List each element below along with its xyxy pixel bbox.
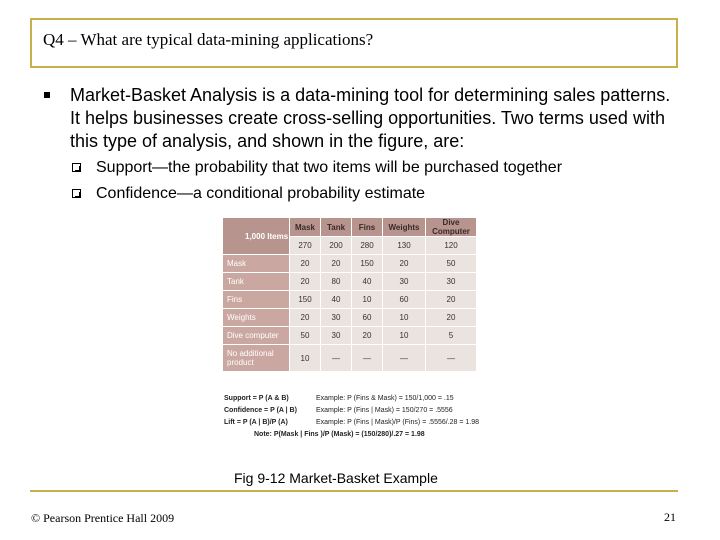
table-cell: 20: [321, 255, 352, 273]
copyright-footer: © Pearson Prentice Hall 2009: [31, 511, 175, 525]
table-row: [223, 309, 477, 327]
formula-row: [224, 405, 484, 417]
slide-title: Q4 – What are typical data-mining applications?: [43, 30, 374, 49]
table-row: [223, 327, 477, 345]
table-cell: 20: [290, 273, 321, 291]
table-cell: —: [321, 345, 352, 372]
row-label: Dive computer: [223, 327, 290, 345]
column-header: Dive Computer: [426, 218, 477, 237]
table-cell: 150: [352, 255, 383, 273]
row-label: Weights: [223, 309, 290, 327]
table-cell: —: [426, 345, 477, 372]
column-header: Weights: [383, 218, 426, 237]
column-total: 200: [321, 237, 352, 255]
market-basket-table: [222, 217, 477, 372]
table-cell: 40: [352, 273, 383, 291]
table-cell: 150: [290, 291, 321, 309]
table-row: [223, 345, 477, 372]
table-cell: 30: [426, 273, 477, 291]
row-label: Fins: [223, 291, 290, 309]
formula-row: [224, 393, 484, 405]
table-cell: —: [383, 345, 426, 372]
title-left-rule: [30, 18, 32, 68]
table-cell: 20: [290, 309, 321, 327]
square-bullet-icon: [44, 92, 50, 98]
row-label: Tank: [223, 273, 290, 291]
table-cell: 40: [321, 291, 352, 309]
title-top-rule: [30, 18, 678, 20]
corner-label: 1,000 Items: [223, 218, 290, 255]
table-cell: —: [352, 345, 383, 372]
sub-bullet-support: Support—the probability that two items will be purchased together: [96, 159, 563, 176]
title-right-rule: [676, 18, 678, 68]
sub-bullet-confidence: Confidence—a conditional probability estimate: [96, 185, 426, 202]
table-cell: 20: [383, 255, 426, 273]
table-cell: 50: [426, 255, 477, 273]
column-total: 130: [383, 237, 426, 255]
row-label: No additional product: [223, 345, 290, 372]
checkbox-bullet-icon: [72, 189, 81, 198]
figure-caption: Fig 9-12 Market-Basket Example: [234, 470, 438, 486]
table-cell: 20: [290, 255, 321, 273]
formula-example: Example: P (Fins | Mask) = 150/270 = .5556: [316, 407, 453, 414]
column-header: Mask: [290, 218, 321, 237]
column-total: 280: [352, 237, 383, 255]
table-cell: 20: [426, 309, 477, 327]
main-bullet-text: Market-Basket Analysis is a data-mining tool for determining sales patterns. It helps businesses create cross-selling opportunities. Two terms used with this type of analysis, and shown in the figure, are:: [70, 85, 671, 151]
table-row: [223, 255, 477, 273]
table-cell: 30: [321, 327, 352, 345]
formula-term: Confidence = P (A | B): [224, 407, 297, 414]
formula-note: Note: P(Mask | Fins )/P (Mask) = (150/280)/.27 = 1.98: [254, 431, 425, 438]
checkbox-bullet-icon: [72, 163, 81, 172]
formula-row: [224, 429, 484, 441]
table-cell: 60: [383, 291, 426, 309]
formula-term: Support = P (A & B): [224, 395, 289, 402]
table-row: [223, 291, 477, 309]
table-cell: 10: [290, 345, 321, 372]
row-label: Mask: [223, 255, 290, 273]
formula-example: Example: P (Fins & Mask) = 150/1,000 = .15: [316, 395, 454, 402]
footer-rule: [30, 490, 678, 492]
table-cell: 10: [352, 291, 383, 309]
column-header: Tank: [321, 218, 352, 237]
formula-example: Example: P (Fins | Mask)/P (Fins) = .5556/.28 = 1.98: [316, 419, 480, 426]
column-header: Fins: [352, 218, 383, 237]
table-cell: 80: [321, 273, 352, 291]
column-total: 120: [426, 237, 477, 255]
formula-row: [224, 417, 484, 429]
page-number: 21: [664, 510, 676, 524]
formula-term: Lift = P (A | B)/P (A): [224, 419, 288, 426]
table-cell: 60: [352, 309, 383, 327]
market-basket-figure: [222, 217, 482, 449]
table-row: [223, 273, 477, 291]
table-cell: 30: [321, 309, 352, 327]
table-cell: 10: [383, 327, 426, 345]
table-cell: 20: [352, 327, 383, 345]
table-cell: 30: [383, 273, 426, 291]
column-total: 270: [290, 237, 321, 255]
table-cell: 20: [426, 291, 477, 309]
title-bottom-rule: [30, 66, 678, 68]
table-cell: 50: [290, 327, 321, 345]
table-cell: 5: [426, 327, 477, 345]
formula-list: [224, 393, 484, 441]
table-cell: 10: [383, 309, 426, 327]
